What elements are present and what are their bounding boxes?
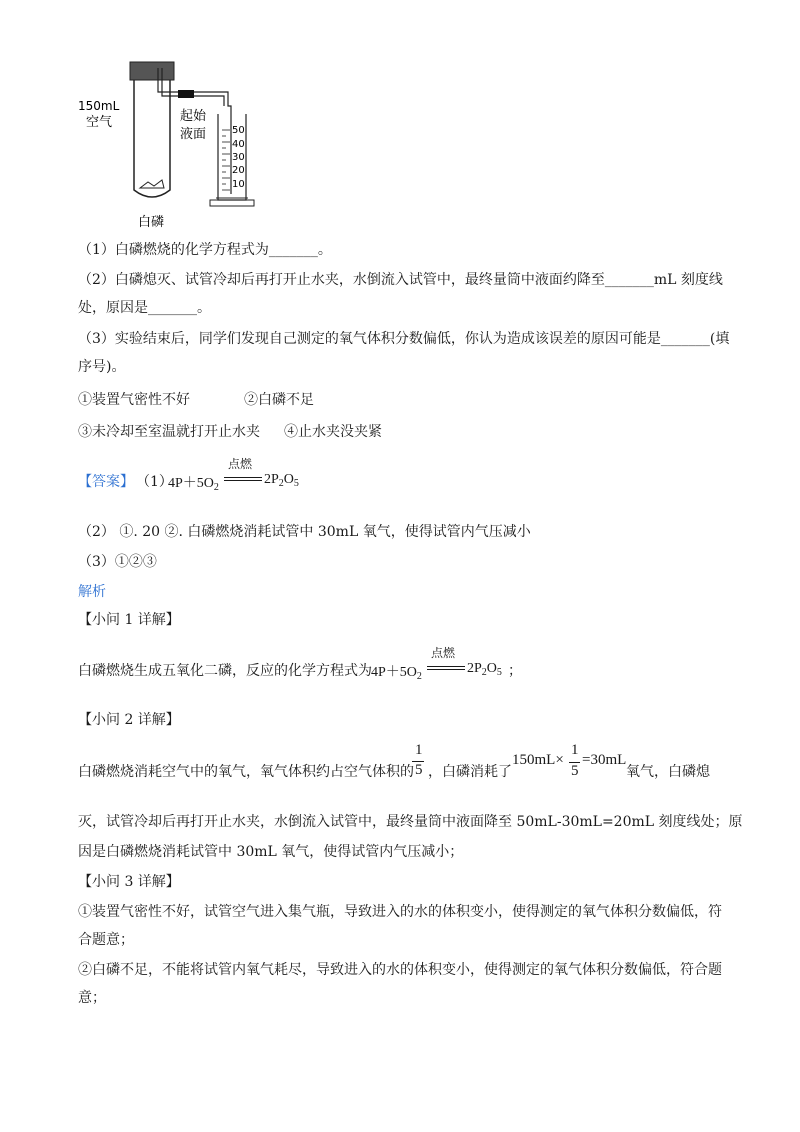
scale-20: 20 (232, 165, 245, 176)
air-volume-label: 150mL (78, 99, 120, 113)
analysis-3-item-2-line-1: ②白磷不足，不能将试管内氧气耗尽，导致进入的水的体积变小，使得测定的氧气体积分数偏低，符合题 (78, 962, 722, 978)
apparatus-diagram (78, 54, 338, 234)
calculation: 150mL× 1 5 =30mL (512, 742, 627, 779)
analysis-2-text-c: 氧气，白磷熄 (626, 764, 710, 780)
scale-50: 50 (232, 125, 245, 136)
phosphorus-label: 白磷 (138, 215, 165, 230)
analysis-2-line-3: 因是白磷燃烧消耗试管中 30mL 氧气，使得试管内气压减小； (78, 844, 464, 860)
analysis-1-end: ； (508, 663, 522, 679)
option-4: ④止水夹没夹紧 (284, 424, 382, 440)
liquid-surface-label: 液面 (180, 127, 207, 142)
sub-question-3-heading: 【小问 3 详解】 (78, 874, 180, 890)
equation-analysis: $4P+5O_2$ 点燃 $2P_2O_5$ (371, 646, 502, 682)
test-tube (134, 80, 170, 197)
question-1: （1）白磷燃烧的化学方程式为_______。 (78, 242, 332, 258)
question-3-line-2: 序号)。 (78, 359, 126, 375)
equation-answer: $4P+5O_2$ 点燃 $2P_2O_5$ (168, 457, 299, 493)
question-2-line-1: （2）白磷熄灭、试管冷却后再打开止水夹，水倒流入试管中，最终量筒中液面约降至_______mL 刻度线 (78, 272, 723, 288)
air-label: 空气 (86, 115, 113, 130)
analysis-3-item-1-line-2: 合题意； (78, 932, 134, 948)
scale-30: 30 (232, 152, 245, 163)
answer-label: 【答案】 (78, 474, 134, 490)
analysis-2-line-2: 灭，试管冷却后再打开止水夹，水倒流入试管中，最终量筒中液面降至 50mL-30mL=20mL 刻度线处；原 (78, 814, 743, 830)
answer-1-prefix: （1） (136, 474, 173, 490)
option-1: ①装置气密性不好 (78, 392, 190, 408)
start-label: 起始 (180, 109, 207, 124)
scale-10: 10 (232, 179, 245, 190)
answer-2: （2） ①. 20 ②. 白磷燃烧消耗试管中 30mL 氧气，使得试管内气压减小 (78, 524, 531, 540)
sub-question-1-heading: 【小问 1 详解】 (78, 612, 180, 628)
analysis-3-item-2-line-2: 意； (78, 990, 106, 1006)
question-2-line-2: 处，原因是_______。 (78, 300, 211, 316)
analysis-2-text-a: 白磷燃烧消耗空气中的氧气，氧气体积约占空气体积的 (78, 764, 414, 780)
option-2: ②白磷不足 (244, 392, 314, 408)
analysis-1-text: 白磷燃烧生成五氧化二磷，反应的化学方程式为 (78, 663, 372, 679)
analysis-label: 解析 (78, 584, 106, 600)
analysis-2-text-b: ，白磷消耗了 (428, 764, 512, 780)
stop-clamp (178, 90, 194, 98)
white-phosphorus (140, 180, 164, 188)
fraction-one-fifth: 1 5 (412, 742, 426, 782)
rubber-stopper (130, 62, 174, 80)
analysis-3-item-1-line-1: ①装置气密性不好，试管空气进入集气瓶，导致进入的水的体积变小，使得测定的氧气体积分数偏低，符 (78, 904, 722, 920)
answer-3: （3）①②③ (78, 554, 157, 570)
sub-question-2-heading: 【小问 2 详解】 (78, 712, 180, 728)
question-3-line-1: （3）实验结束后，同学们发现自己测定的氧气体积分数偏低，你认为造成该误差的原因可能是_______(填 (78, 331, 730, 347)
scale-40: 40 (232, 139, 245, 150)
option-3: ③未冷却至室温就打开止水夹 (78, 424, 260, 440)
